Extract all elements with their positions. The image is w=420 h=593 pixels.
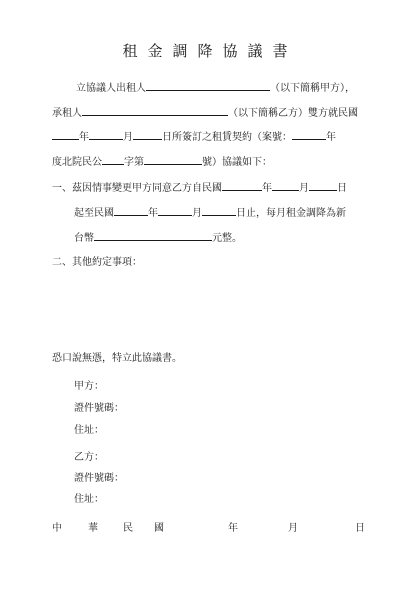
end-year-label: 年 [148,208,158,219]
start-year-label: 年 [262,183,272,194]
preamble-line-2 [52,105,358,121]
party-b-label: 乙方： [74,452,104,463]
start-day-label: 日 [337,183,347,194]
preamble-line-3 [52,129,336,145]
agreement-lead: 號）協議如下： [202,157,272,168]
party-a-address-label: 住址： [74,425,104,436]
lessee-label: 承租人 [52,108,82,119]
contract-case-label: 日所簽訂之租賃契約（案號： [162,132,292,143]
contract-year-label: 年 [79,132,89,143]
preamble-line-4 [52,154,272,170]
lessor-abbrev-note: （以下簡稱甲方）， [270,83,355,94]
date-day-label: 日 [355,523,365,534]
case-year-label: 年 [326,132,336,143]
clause-1-line-3 [74,230,242,246]
case-number-blank[interactable] [144,154,202,165]
court-case-prefix: 度北院民公 [52,157,102,168]
rent-amount-blank[interactable] [94,230,212,241]
lessee-abbrev-note: （以下簡稱乙方）雙方就民國 [228,108,358,119]
start-month-label: 月 [299,183,309,194]
amount-suffix: 元整。 [212,233,242,244]
contract-day-blank[interactable] [133,129,162,140]
end-month-blank[interactable] [158,205,192,216]
document-title: 租金調降協議書 [122,42,298,60]
lessor-label: 立協議人出租人 [76,83,146,94]
preamble-line-1 [76,80,355,96]
end-month-label: 月 [192,208,202,219]
start-day-blank[interactable] [309,180,337,191]
lessor-name-blank[interactable] [146,80,270,91]
lessee-name-blank[interactable] [82,105,228,116]
end-date-prefix: 起至民國 [74,208,114,219]
other-terms-area[interactable] [74,274,374,344]
party-a-id-label: 證件號碼： [74,403,124,414]
date-char-min: 民 [123,523,133,534]
contract-month-label: 月 [123,132,133,143]
case-year-blank[interactable] [292,129,326,140]
contract-year-blank[interactable] [52,129,79,140]
clause-1-text: 一、茲因情事變更甲方同意乙方自民國 [52,183,222,194]
end-day-blank[interactable] [202,205,236,216]
clause-1-line-2 [74,205,346,221]
date-year-label: 年 [228,523,238,534]
signing-date-row [52,519,372,533]
case-word-blank[interactable] [102,154,124,165]
clause-1-line-1 [52,180,347,196]
party-a-label: 甲方： [74,381,104,392]
party-b-address-label: 住址： [74,494,104,505]
date-char-guo: 國 [154,523,164,534]
date-char-zhong: 中 [52,523,62,534]
clause-2-heading: 二、其他約定事項： [52,257,142,268]
start-month-blank[interactable] [272,180,299,191]
case-number-label: 字第 [124,157,144,168]
closing-statement: 恐口說無憑，特立此協議書。 [52,353,182,364]
end-year-blank[interactable] [114,205,148,216]
rent-reduction-text: 日止，每月租金調降為新 [236,208,346,219]
date-char-hua: 華 [88,523,98,534]
currency-label: 台幣 [74,233,94,244]
contract-month-blank[interactable] [89,129,123,140]
date-month-label: 月 [288,523,298,534]
party-b-id-label: 證件號碼： [74,473,124,484]
start-year-blank[interactable] [222,180,262,191]
